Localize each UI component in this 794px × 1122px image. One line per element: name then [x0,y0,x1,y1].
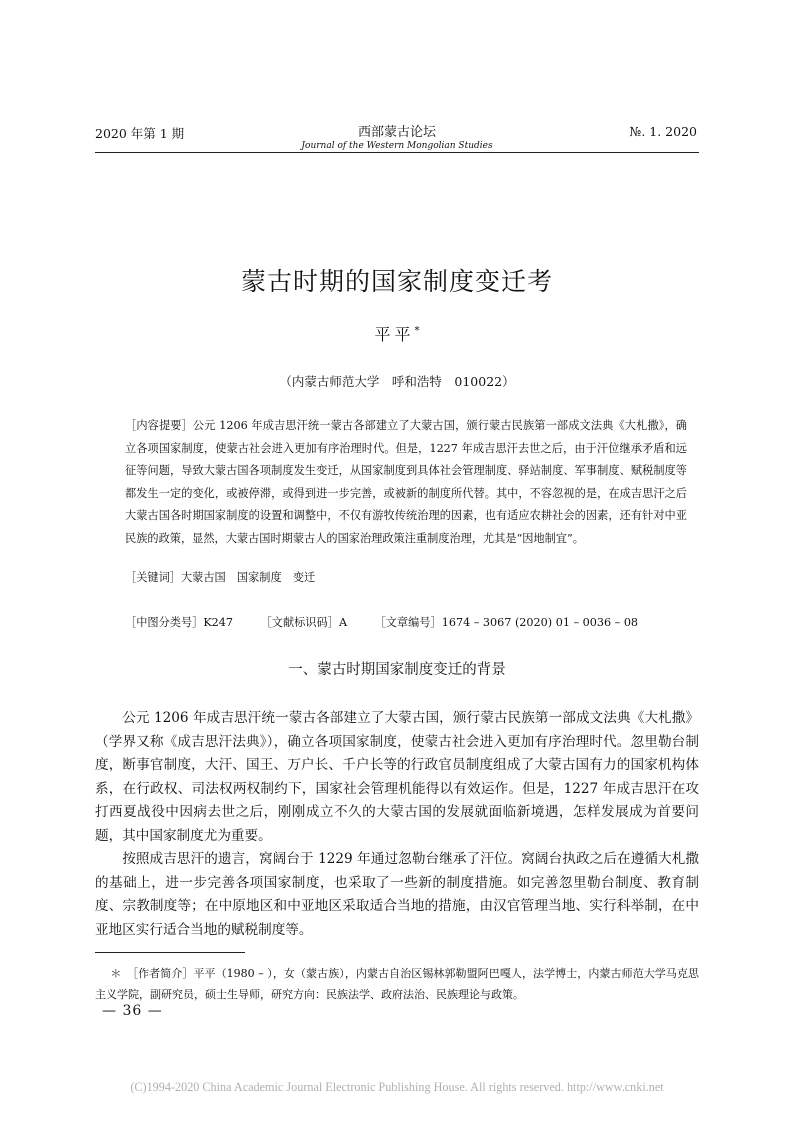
body-paragraph: 公元 1206 年成吉思汗统一蒙古各部建立了大蒙古国，颁行蒙古民族第一部成文法典《大札撒》（学界又称《成吉思汗法典》），确立各项国家制度，使蒙古社会进入更加有序治理时代。忽里勒台制度，断事官制度，大汗、国王、万户长、千户长等的行政官员制度组成了大蒙古国有力的国家机构体系，在行政权、司法权两权制约下，国家社会管理机能得以有效运作。但是，1227 年成吉思汗在攻打西夏战役中因病去世之后，刚刚成立不久的大蒙古国的发展就面临新境遇，怎样发展成为首要问题，其中国家制度尤为重要。 [95,710,699,844]
clc-value: K247 [203,616,234,629]
article-title: 蒙古时期的国家制度变迁考 [240,267,553,296]
author-name: 平平 [374,325,415,344]
author-footnote-mark: * [414,325,420,337]
doc-code-label: ［文献标识码］ [260,616,339,629]
classification-line [125,614,725,630]
keywords-label: ［关键词］ [125,571,181,584]
journal-name-en: Journal of the Western Mongolian Studies [301,141,493,151]
footnote-divider [95,952,245,953]
article-number-label: ［文章编号］ [374,616,442,629]
abstract [125,415,687,550]
abstract-label: ［内容提要］ [125,419,193,432]
keywords [125,569,315,585]
section-heading: 一、蒙古时期国家制度变迁的背景 [288,662,506,678]
header-divider [95,152,699,153]
keywords-text: 大蒙古国 国家制度 变迁 [180,571,316,584]
header-number: №. 1. 2020 [629,124,697,139]
article-number-value: 1674 – 3067 (2020) 01 – 0036 – 08 [441,616,639,629]
copyright-watermark: (C)1994-2020 China Academic Journal Electronic Publishing House. All rights reserved. http://www.cnki.net [130,1080,664,1094]
abstract-text: 公元 1206 年成吉思汗统一蒙古各部建立了大蒙古国，颁行蒙古民族第一部成文法典《大札撒》，确立各项国家制度，使蒙古社会进入更加有序治理时代。但是，1227 年成吉思汗去世之后，由于汗位继承矛盾和远征等问题，导致大蒙古国各项制度发生变迁，从国家制度到具体社会管理制度、驿站制度、军事制度、赋税制度等都发生一定的变化，或被停滞，或得到进一步完善，或被新的制度所代替。其中，不容忽视的是，在成吉思汗之后大蒙古国各时期国家制度的设置和调整中，不仅有游牧传统治理的因素，也有适应农耕社会的因素，还有针对中亚民族的政策，显然，大蒙古国时期蒙古人的国家治理政策注重制度治理，尤其是“因地制宜”。 [125,419,687,545]
affiliation: （内蒙古师范大学 呼和浩特 010022） [279,374,515,389]
author [0,322,794,345]
journal-name-cn: 西部蒙古论坛 [357,125,436,140]
clc-label: ［中图分类号］ [125,616,204,629]
body-paragraph: 按照成吉思汗的遗言，窝阔台于 1229 年通过忽勒台继承了汗位。窝阔台执政之后在遵循大札撒的基础上，进一步完善各项国家制度，也采取了一些新的制度措施。如完善忽里勒台制度、教育制度、宗教制度等；在中原地区和中亚地区采取适合当地的措施，由汉官管理当地、实行科举制，在中亚地区实行适合当地的赋税制度等。 [95,851,699,938]
doc-code-value: A [338,616,348,629]
author-footnote: ＊ ［作者简介］平平（1980 – ），女（蒙古族），内蒙古自治区锡林郭勒盟阿巴嘎人，法学博士，内蒙古师范大学马克思主义学院，副研究员，硕士生导师，研究方向：民族法学、政府法治、民族理论与政策。 [95,967,699,1001]
page-number: — 36 — [102,1003,163,1019]
header-issue: 2020 年第 1 期 [95,126,185,141]
